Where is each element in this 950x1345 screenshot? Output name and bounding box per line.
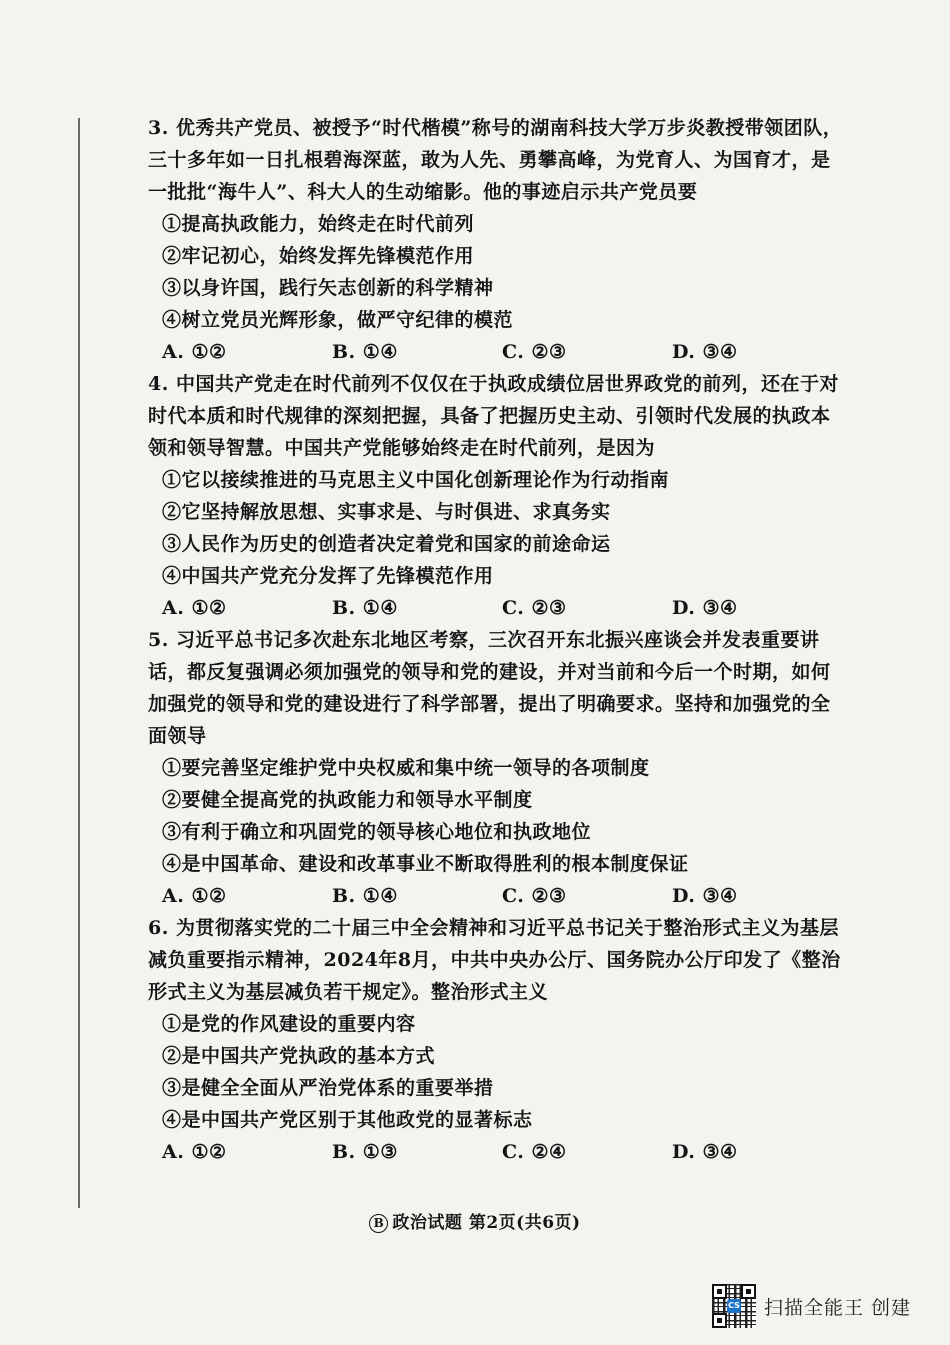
option-1: ①提高执政能力，始终走在时代前列: [162, 213, 475, 235]
choice-d: D. ③④: [672, 341, 738, 363]
choice-c: C. ②③: [502, 597, 567, 619]
option-2: ②它坚持解放思想、实事求是、与时俱进、求真务实: [162, 501, 611, 523]
binding-margin-line: [78, 118, 80, 1208]
answer-choices: [148, 592, 848, 624]
version-badge-icon: B: [369, 1214, 388, 1233]
option-2: ②是中国共产党执政的基本方式: [162, 1045, 436, 1067]
choice-a: A. ①②: [162, 1141, 227, 1163]
question-stem: 6. 为贯彻落实党的二十届三中全会精神和习近平总书记关于整治形式主义为基层减负重要指示精神，2024年8月，中共中央办公厅、国务院办公厅印发了《整治形式主义为基层减负若干规定》。整治形式主义: [148, 917, 841, 1003]
question-6: [148, 912, 848, 1168]
option-4: ④是中国革命、建设和改革事业不断取得胜利的根本制度保证: [162, 853, 689, 875]
answer-choices: [148, 880, 848, 912]
choice-a: A. ①②: [162, 341, 227, 363]
option-1: ①要完善坚定维护党中央权威和集中统一领导的各项制度: [162, 757, 650, 779]
question-stem: 5. 习近平总书记多次赴东北地区考察，三次召开东北振兴座谈会并发表重要讲话，都反复强调必须加强党的领导和党的建设，并对当前和今后一个时期，如何加强党的领导和党的建设进行了科学部署，提出了明确要求。坚持和加强党的全面领导: [148, 629, 831, 747]
choice-c: C. ②③: [502, 885, 567, 907]
choice-a: A. ①②: [162, 885, 227, 907]
choice-d: D. ③④: [672, 885, 738, 907]
question-stem: 3. 优秀共产党员、被授予“时代楷模”称号的湖南科技大学万步炎教授带领团队，三十多年如一日扎根碧海深蓝，敢为人先、勇攀高峰，为党育人、为国育才，是一批批“海牛人”、科大人的生动缩影。他的事迹启示共产党员要: [148, 117, 843, 203]
watermark-text: 扫描全能王 创建: [764, 1296, 912, 1319]
option-3: ③有利于确立和巩固党的领导核心地位和执政地位: [162, 821, 592, 843]
scanner-watermark: [712, 1282, 911, 1330]
choice-c: C. ②④: [502, 1141, 567, 1163]
option-3: ③是健全全面从严治党体系的重要举措: [162, 1077, 494, 1099]
choice-b: B. ①④: [332, 885, 398, 907]
qr-code-icon: [712, 1284, 756, 1328]
choice-b: B. ①③: [332, 1141, 398, 1163]
option-2: ②要健全提高党的执政能力和领导水平制度: [162, 789, 533, 811]
choice-d: D. ③④: [672, 597, 738, 619]
footer-page-label: 政治试题 第2页(共6页): [392, 1213, 581, 1233]
choice-d: D. ③④: [672, 1141, 738, 1163]
question-3: [148, 112, 848, 368]
option-4: ④中国共产党充分发挥了先锋模范作用: [162, 565, 494, 587]
question-stem: 4. 中国共产党走在时代前列不仅仅在于执政成绩位居世界政党的前列，还在于对时代本质和时代规律的深刻把握，具备了把握历史主动、引领时代发展的执政本领和领导智慧。中国共产党能够始终走在时代前列，是因为: [148, 373, 839, 459]
option-4: ④树立党员光辉形象，做严守纪律的模范: [162, 309, 514, 331]
option-3: ③以身许国，践行矢志创新的科学精神: [162, 277, 494, 299]
choice-a: A. ①②: [162, 597, 227, 619]
option-4: ④是中国共产党区别于其他政党的显著标志: [162, 1109, 533, 1131]
choice-c: C. ②③: [502, 341, 567, 363]
option-3: ③人民作为历史的创造者决定着党和国家的前途命运: [162, 533, 611, 555]
answer-choices: [148, 1136, 848, 1168]
answer-choices: [148, 336, 848, 368]
question-4: [148, 368, 848, 624]
page-footer: [0, 1208, 950, 1233]
choice-b: B. ①④: [332, 597, 398, 619]
camscanner-logo-icon: CS: [727, 1299, 741, 1313]
option-1: ①是党的作风建设的重要内容: [162, 1013, 416, 1035]
option-2: ②牢记初心，始终发挥先锋模范作用: [162, 245, 475, 267]
question-5: [148, 624, 848, 912]
choice-b: B. ①④: [332, 341, 398, 363]
exam-page-content: [148, 112, 848, 1168]
option-1: ①它以接续推进的马克思主义中国化创新理论作为行动指南: [162, 469, 670, 491]
